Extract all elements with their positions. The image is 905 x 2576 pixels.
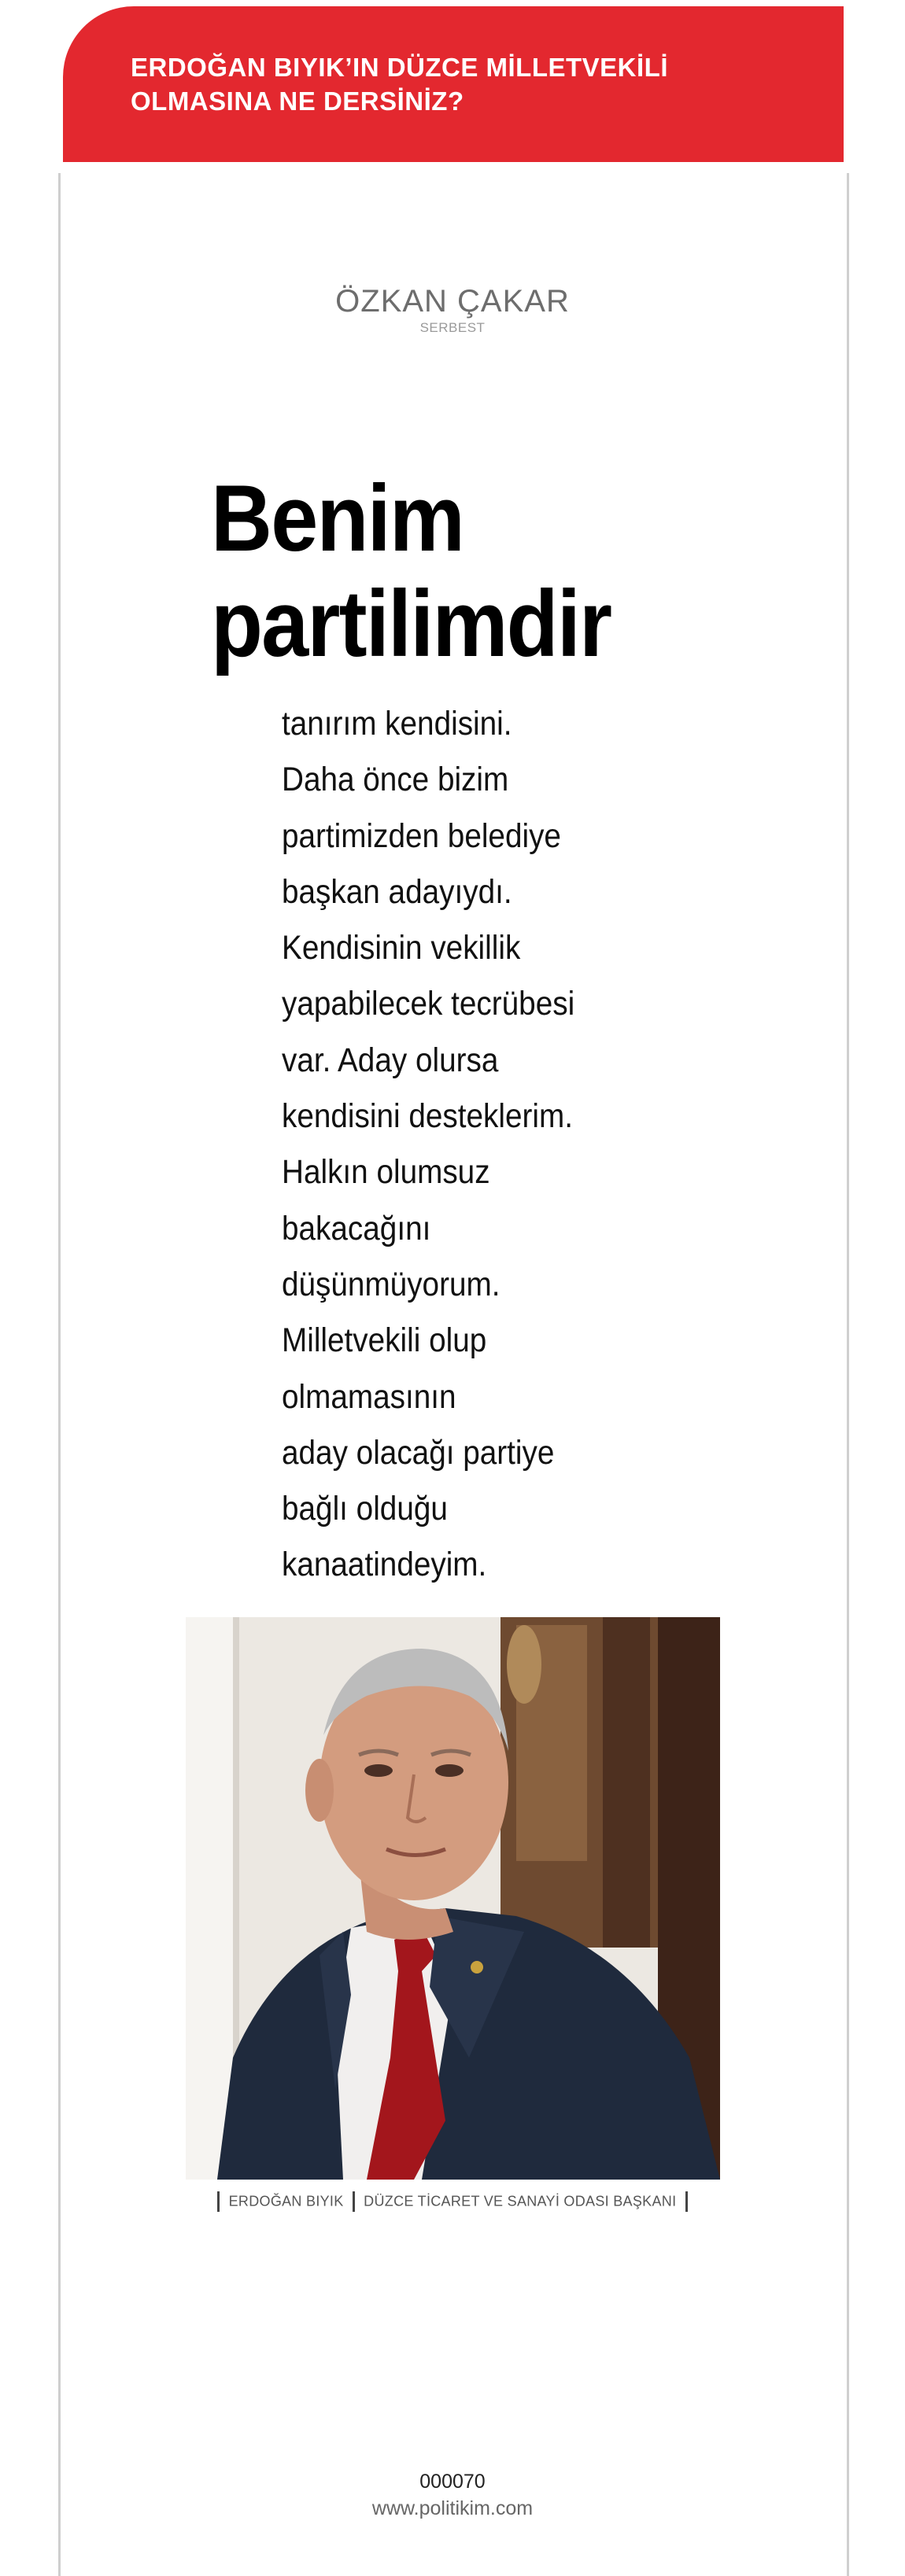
caption-person-name: ERDOĞAN BIYIK <box>228 2193 344 2209</box>
author-block <box>0 283 905 337</box>
author-name: ÖZKAN ÇAKAR <box>335 284 570 319</box>
right-frame-line <box>847 173 849 2576</box>
body-line: Kendisinin vekillik <box>282 929 521 967</box>
body-line: düşünmüyorum. <box>282 1265 501 1303</box>
body-line: bakacağını <box>282 1209 431 1247</box>
caption-divider <box>685 2191 688 2212</box>
body-line: kendisini desteklerim. <box>282 1097 573 1136</box>
left-frame-line <box>58 173 61 2576</box>
body-line: Halkın olumsuz <box>282 1153 490 1192</box>
page-footer <box>0 2468 905 2522</box>
author-role: SERBEST <box>419 320 486 335</box>
body-line: var. Aday olursa <box>282 1041 499 1079</box>
portrait-illustration <box>186 1617 720 2180</box>
page-number: 000070 <box>419 2471 486 2493</box>
headline-line-1: Benim <box>211 466 464 571</box>
answer-body <box>282 696 722 1594</box>
caption-divider <box>217 2191 220 2212</box>
body-line: partimizden belediye <box>282 816 561 855</box>
body-line: aday olacağı partiye <box>282 1433 555 1472</box>
body-line: yapabilecek tecrübesi <box>282 985 575 1023</box>
body-line: olmamasının <box>282 1377 456 1416</box>
website-link[interactable]: www.politikim.com <box>371 2497 534 2519</box>
question-banner <box>63 6 844 162</box>
banner-line-2: OLMASINA NE DERSİNİZ? <box>131 87 464 116</box>
body-line: Daha önce bizim <box>282 761 509 799</box>
photo-caption <box>0 2191 905 2212</box>
body-line: tanırım kendisini. <box>282 705 512 743</box>
caption-person-title: DÜZCE TİCARET VE SANAYİ ODASI BAŞKANI <box>364 2193 677 2209</box>
headline-line-2: partilimdir <box>211 571 611 676</box>
body-line: başkan adayıydı. <box>282 872 512 911</box>
body-line: bağlı olduğu <box>282 1490 448 1528</box>
banner-line-1: ERDOĞAN BIYIK’IN DÜZCE MİLLETVEKİLİ <box>131 53 669 82</box>
headline <box>211 466 793 676</box>
portrait-photo <box>186 1617 720 2180</box>
body-line: Milletvekili olup <box>282 1321 487 1360</box>
body-line: kanaatindeyim. <box>282 1546 487 1584</box>
caption-divider <box>353 2191 355 2212</box>
